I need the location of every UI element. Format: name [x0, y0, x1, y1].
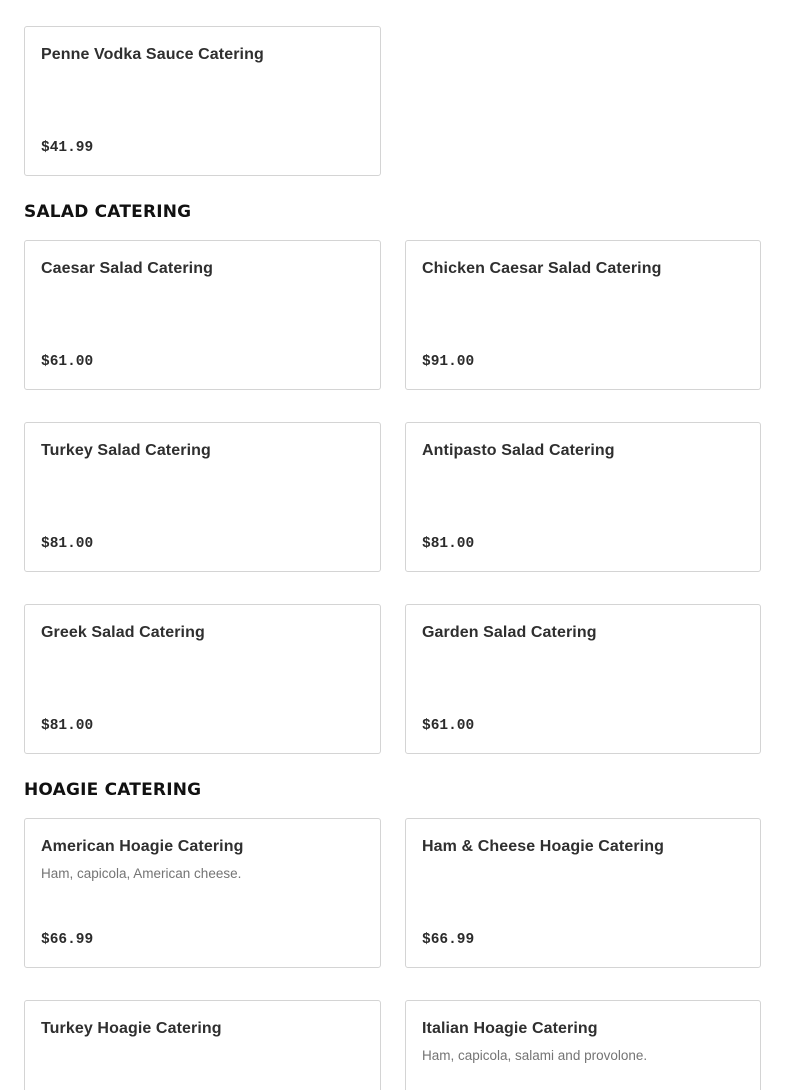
menu-item-card[interactable]: [405, 818, 761, 968]
menu-item-name: Ham & Cheese Hoagie Catering: [422, 838, 664, 855]
menu-item-price: $91.00: [422, 354, 475, 370]
menu-item-card[interactable]: [405, 1000, 761, 1090]
menu-item-description: Ham, capicola, salami and provolone.: [422, 1048, 648, 1063]
menu-item-card[interactable]: [405, 240, 761, 390]
menu-item-name: Chicken Caesar Salad Catering: [422, 260, 662, 277]
section-heading-salad-catering: SALAD CATERING: [24, 202, 192, 222]
menu-item-price: $81.00: [41, 718, 94, 734]
menu-item-card[interactable]: [24, 818, 381, 968]
menu-item-name: Penne Vodka Sauce Catering: [41, 46, 264, 63]
menu-item-card[interactable]: [24, 1000, 381, 1090]
menu-item-name: Turkey Salad Catering: [41, 442, 211, 459]
menu-item-price: $81.00: [41, 536, 94, 552]
menu-item-card[interactable]: [24, 240, 381, 390]
menu-item-card[interactable]: [405, 604, 761, 754]
menu-item-name: Italian Hoagie Catering: [422, 1020, 598, 1037]
menu-item-card[interactable]: [24, 604, 381, 754]
menu-item-card[interactable]: [405, 422, 761, 572]
menu-item-name: American Hoagie Catering: [41, 838, 244, 855]
menu-item-name: Greek Salad Catering: [41, 624, 205, 641]
menu-item-name: Garden Salad Catering: [422, 624, 597, 641]
menu-item-card[interactable]: [24, 422, 381, 572]
section-heading-hoagie-catering: HOAGIE CATERING: [24, 780, 202, 800]
menu-item-name: Turkey Hoagie Catering: [41, 1020, 222, 1037]
menu-item-price: $66.99: [41, 932, 94, 948]
menu-item-price: $66.99: [422, 932, 475, 948]
menu-item-price: $81.00: [422, 536, 475, 552]
menu-item-description: Ham, capicola, American cheese.: [41, 866, 242, 881]
menu-item-name: Antipasto Salad Catering: [422, 442, 615, 459]
menu-item-price: $41.99: [41, 140, 94, 156]
menu-item-name: Caesar Salad Catering: [41, 260, 213, 277]
menu-item-card[interactable]: [24, 26, 381, 176]
menu-item-price: $61.00: [422, 718, 475, 734]
menu-item-price: $61.00: [41, 354, 94, 370]
